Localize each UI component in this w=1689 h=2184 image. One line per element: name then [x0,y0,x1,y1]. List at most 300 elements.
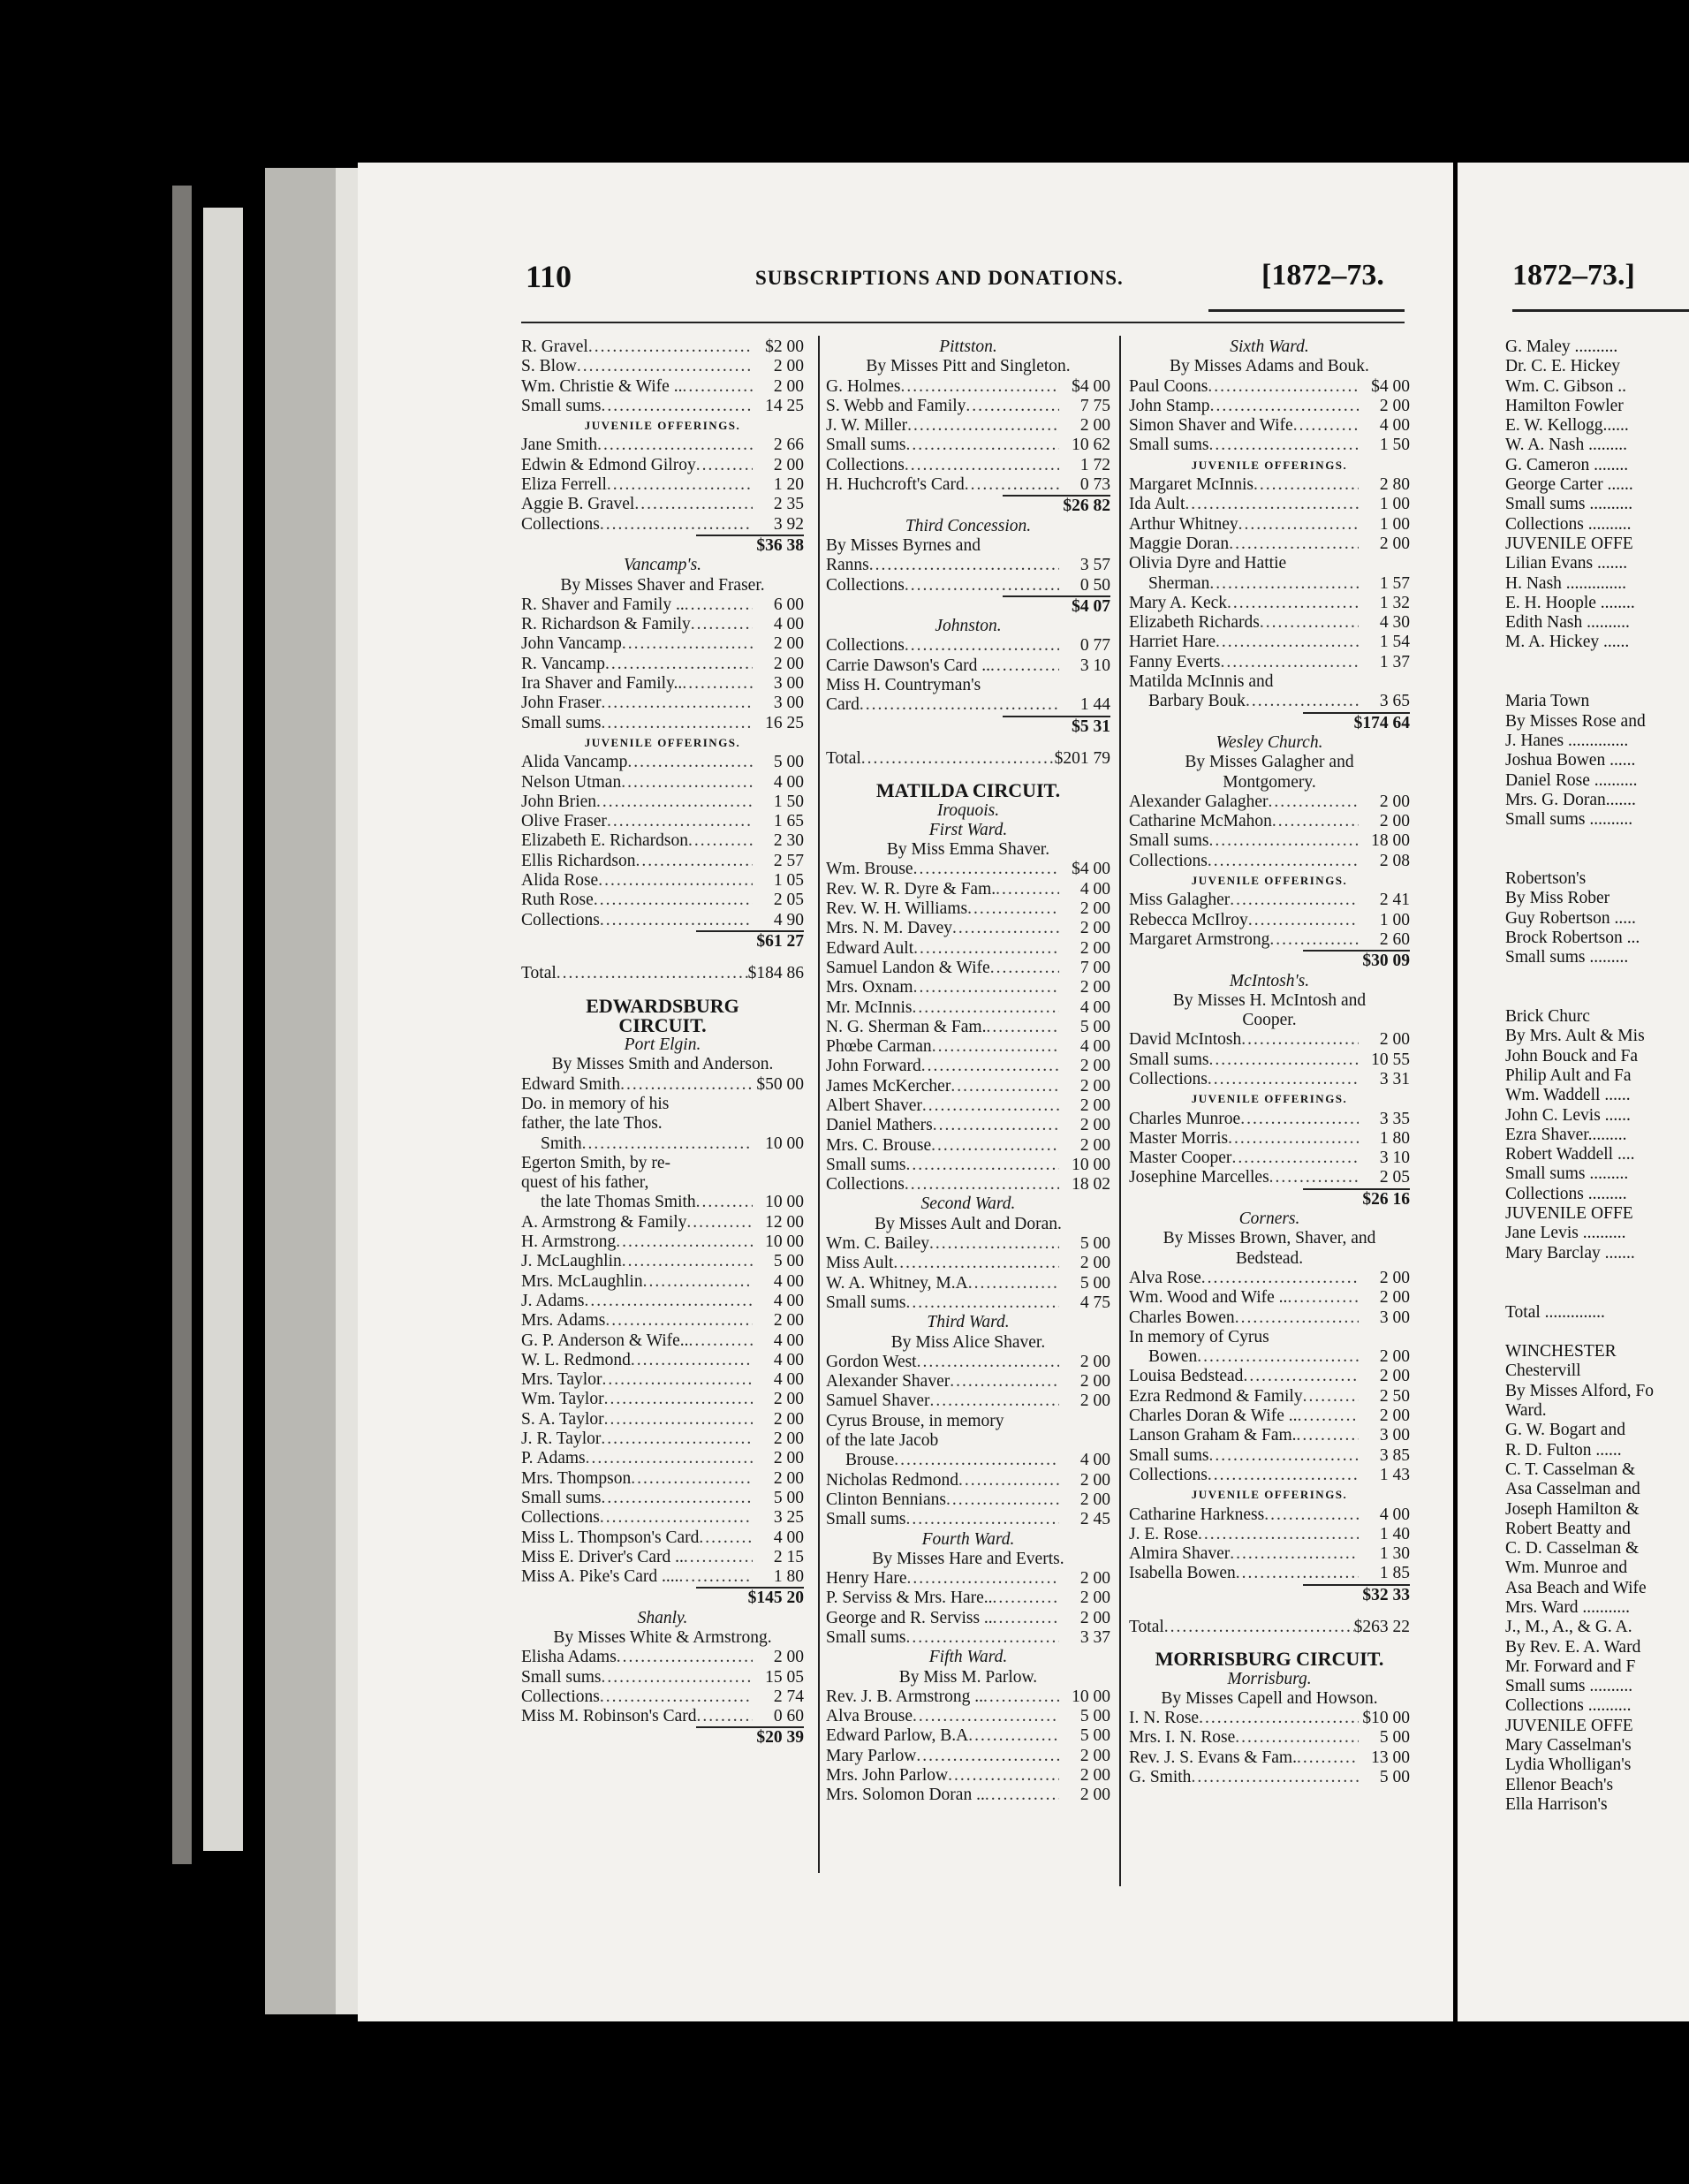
amount: 5 00 [1379,1728,1410,1748]
entry-row [826,1766,1110,1786]
amount: 2 00 [1379,812,1410,831]
entry-row [1129,653,1410,672]
donor-name: Maggie Doran [1129,534,1230,553]
section-heading: First Ward. [928,820,1008,839]
entry-row [826,695,1110,715]
amount: 1 50 [1379,436,1410,455]
donor-name: H. Armstrong [521,1232,617,1252]
facing-line: Wm. Waddell ...... [1505,1086,1631,1105]
entry-row [521,1232,804,1252]
donor-name: Olive Fraser [521,812,607,831]
amount: 1 37 [1379,652,1410,671]
leader-dots [907,416,1059,436]
facing-header-rule [1512,309,1689,312]
donor-name: Mrs. Oxnam [826,978,913,997]
facing-line: Chestervill [1505,1361,1581,1381]
donor-name: Miss Ault [826,1254,894,1273]
leader-dots [1208,831,1359,851]
leader-dots [1230,891,1359,910]
collectors-line: By Misses White & Armstrong. [553,1628,772,1647]
amount: 2 00 [1079,1589,1110,1608]
donor-name: John Brien [521,792,597,811]
collectors-line: By Misses Capell and Howson. [1161,1688,1378,1708]
facing-line: Jane Levis .......... [1505,1224,1626,1243]
amount: 14 25 [765,396,804,415]
leader-dots [905,456,1059,475]
amount: 2 00 [1079,1392,1110,1411]
leader-dots [689,1331,753,1351]
entry-row [826,636,1110,656]
amount: 2 00 [773,1409,804,1429]
leader-dots [965,475,1059,495]
entry-row [521,831,804,851]
leader-dots [682,377,753,397]
leader-dots [917,1353,1059,1372]
donor-name: Mrs. N. M. Davey [826,919,952,938]
entry-row [826,1589,1110,1608]
amount: 2 00 [1079,1116,1110,1135]
entry-row [1129,911,1410,930]
leader-dots [985,1786,1059,1805]
leader-dots [605,1311,753,1331]
donor-name: W. L. Redmond [521,1350,631,1369]
page-number: 110 [526,259,572,294]
donor-name: R. Richardson & Family [521,615,691,634]
amount: 2 05 [1379,1168,1410,1187]
leader-dots [1272,812,1359,831]
subtotal: $30 09 [1303,950,1410,971]
page-edge [336,168,358,2014]
donor-name: Samuel Shaver [826,1392,930,1411]
leader-dots [601,397,753,416]
entry-row [826,377,1110,397]
entry-row [1129,1564,1410,1583]
donor-name: Charles Doran & Wife .. [1129,1407,1298,1426]
amount: 3 25 [773,1508,804,1528]
donor-name: J. W. Miller [826,416,908,436]
leader-dots [598,871,753,891]
donor-name: Total [826,748,861,768]
entry-row [826,1628,1110,1648]
leader-dots [1229,535,1359,554]
entry-row [1129,1168,1410,1187]
leader-dots [557,964,748,983]
leader-dots [627,753,753,772]
amount: 18 00 [1371,831,1410,851]
leader-dots [622,634,753,654]
leader-dots [931,1136,1059,1156]
collectors-line: By Misses Hare and Everts. [872,1549,1064,1568]
facing-line: Dr. C. E. Hickey [1505,357,1620,376]
donor-name: Ellis Richardson [521,851,636,870]
amount: 4 00 [1079,879,1110,899]
entry-row [826,1096,1110,1116]
entry-row [826,576,1110,595]
amount: 1 05 [773,871,804,891]
amount: 1 72 [1079,455,1110,474]
leader-dots [1191,1768,1359,1787]
leader-dots [1241,1030,1359,1050]
amount: 1 44 [1079,695,1110,715]
amount: 2 15 [773,1547,804,1566]
amount: 2 00 [773,455,804,474]
circuit-heading: MORRISBURG CIRCUIT. [1155,1648,1384,1671]
amount: 2 00 [773,634,804,654]
donor-name: Alida Rose [521,871,599,891]
amount: 2 00 [1079,919,1110,938]
entry-row [521,1648,804,1667]
amount: 3 31 [1379,1069,1410,1088]
entry-row [826,939,1110,959]
entry-row [521,911,804,930]
donor-name: Collections [1129,1069,1208,1088]
leader-dots [1248,911,1359,930]
amount: 4 00 [773,1271,804,1291]
entry-row [826,475,1110,495]
facing-line: Hamilton Fowler [1505,396,1624,415]
amount: 4 00 [773,615,804,634]
amount: 2 00 [1079,1569,1110,1589]
leader-dots [685,595,753,615]
entry-row [521,674,804,694]
leader-dots [905,636,1059,656]
amount: 2 00 [1079,899,1110,919]
leader-dots [905,1175,1059,1194]
leader-dots [922,1096,1059,1116]
donor-name: I. N. Rose [1129,1709,1200,1728]
amount: 1 00 [1379,910,1410,929]
facing-line: H. Nash .............. [1505,573,1627,593]
entry-row [521,1429,804,1449]
leader-dots [913,939,1059,959]
leader-dots [869,556,1059,575]
facing-line: Small sums .......... [1505,810,1633,830]
leader-dots [958,1471,1059,1490]
amount: 2 00 [1379,1367,1410,1386]
amount: 13 00 [1371,1748,1410,1767]
facing-page-column [1505,337,1689,1815]
leader-dots [1208,1446,1359,1466]
entry-row [826,919,1110,938]
amount: 4 00 [773,1370,804,1390]
amount: 3 85 [1379,1445,1410,1465]
facing-line: JUVENILE OFFE [1505,534,1633,553]
leader-dots [861,749,1055,769]
amount: 4 00 [1079,1451,1110,1470]
circuit-heading: EDWARDSBURG [586,994,739,1017]
juvenile-offerings-heading: JUVENILE OFFERINGS. [1191,1488,1348,1502]
amount: 1 30 [1379,1544,1410,1564]
entry-text: Miss H. Countryman's [826,676,981,695]
entry-row [1129,613,1410,633]
donor-name: J. Adams [521,1291,585,1310]
leader-dots [1209,574,1359,594]
entry-row [521,495,804,514]
amount: 1 85 [1379,1564,1410,1583]
entry-row [1129,1426,1410,1445]
leader-dots [993,1589,1060,1608]
amount: 7 00 [1079,958,1110,977]
facing-line: Wm. Munroe and [1505,1558,1628,1578]
entry-row [826,860,1110,879]
donor-name: Margaret McInnis [1129,475,1253,495]
entry-row [521,1252,804,1271]
amount: 1 57 [1379,573,1410,593]
amount: 2 00 [1079,1135,1110,1155]
leader-dots [601,1489,753,1508]
entry-row [1129,515,1410,535]
leader-dots [1264,1505,1359,1525]
facing-line: E. H. Hoople ........ [1505,593,1635,612]
entry-row [826,1037,1110,1057]
section-heading: Fifth Ward. [928,1648,1008,1667]
leader-dots [582,1134,753,1154]
binding-edge [172,186,192,1864]
facing-line: JUVENILE OFFE [1505,1716,1633,1735]
donor-name: Elizabeth Richards [1129,613,1260,633]
leader-dots [586,1449,753,1468]
leader-dots [1208,377,1359,397]
amount: $4 00 [1072,376,1110,396]
amount: 2 66 [773,436,804,455]
entry-row [1129,1050,1410,1070]
entry-text: In memory of Cyrus [1129,1327,1269,1346]
leader-dots [932,1037,1059,1057]
leader-dots [684,1548,753,1567]
facing-line: Small sums ......... [1505,1164,1629,1184]
amount: 2 00 [1079,1352,1110,1371]
donor-name: Mary A. Keck [1129,593,1228,612]
amount: 1 20 [773,475,804,495]
section-heading: Vancamp's. [623,556,702,575]
section-heading: McIntosh's. [1229,971,1310,990]
amount: 2 00 [773,1468,804,1488]
leader-dots [1240,1110,1359,1129]
amount: 3 00 [1379,1308,1410,1327]
donor-name: G. Holmes [826,376,901,396]
donor-name: Alexander Galagher [1129,792,1269,811]
entry-row [521,1508,804,1528]
leader-dots [1303,1387,1359,1407]
amount: 4 00 [773,772,804,792]
facing-line [1505,830,1689,849]
amount: $184 86 [747,964,804,983]
entry-row [1129,1308,1410,1328]
entry-row [521,694,804,713]
donor-name: Rebecca McIlroy [1129,910,1248,929]
donor-name: Rev. W. R. Dyre & Fam. [826,879,996,899]
entry-row [521,456,804,475]
leader-dots [1199,1709,1359,1728]
donor-name: Total [1129,1618,1164,1636]
leader-dots [622,1252,753,1271]
subtotal: $36 38 [696,535,804,556]
entry-row [1129,1129,1410,1149]
facing-line: E. W. Kellogg...... [1505,416,1629,436]
amount: $201 79 [1054,748,1110,768]
collectors-line: By Misses Smith and Anderson. [551,1055,774,1074]
collectors-line: By Miss M. Parlow. [898,1667,1038,1687]
amount: 4 00 [1079,997,1110,1017]
collectors-line: By Misses Shaver and Fraser. [560,575,765,595]
donor-name: Samuel Landon & Wife [826,958,990,977]
facing-line: Lilian Evans ....... [1505,554,1628,573]
entry-row [826,1018,1110,1037]
entry-row [1129,1525,1410,1544]
entry-text: Do. in memory of his [521,1094,670,1113]
donor-name: James McKercher [826,1076,951,1096]
amount: 5 00 [1079,1234,1110,1254]
donor-name: R. Shaver and Family .. [521,595,685,614]
donor-name: Paul Coons [1129,376,1208,396]
leader-dots [697,1707,753,1726]
subtotal: $4 07 [1003,595,1110,617]
entry-row [826,1569,1110,1589]
donor-name: Master Morris [1129,1128,1229,1148]
section-heading: Second Ward. [920,1194,1016,1214]
leader-dots [1208,1466,1359,1485]
subtotal: $145 20 [696,1587,804,1608]
facing-line: Maria Town [1505,692,1590,711]
donor-name: Henry Hare [826,1569,907,1589]
amount: 3 35 [1379,1109,1410,1128]
entry-row [1129,475,1410,495]
facing-line: Mrs. Ward ........... [1505,1598,1631,1617]
amount: 2 00 [1379,396,1410,415]
leader-dots [1208,1050,1359,1070]
entry-row [521,714,804,733]
collectors-line: Montgomery. [1223,772,1316,792]
entry-row [826,1707,1110,1726]
entry-row [521,1390,804,1409]
leader-dots [913,860,1059,879]
amount: 2 00 [773,1449,804,1468]
leader-dots [585,1292,753,1311]
amount: 2 00 [773,357,804,376]
donor-name: Mrs. Solomon Doran .. [826,1786,985,1805]
leader-dots [1197,1347,1359,1367]
column-3 [1129,337,1410,1787]
amount: 5 00 [773,753,804,772]
entry-row [521,397,804,416]
facing-line: Collections .......... [1505,514,1632,534]
amount: 2 00 [1079,1608,1110,1627]
amount: 1 43 [1379,1465,1410,1484]
donor-name: Gordon West [826,1352,917,1371]
entry-row [521,1134,804,1154]
donor-name: Harriet Hare [1129,633,1216,652]
facing-line: J. Hanes .............. [1505,731,1629,750]
facing-line [1505,1263,1689,1283]
donor-name: Mrs. I. N. Rose [1129,1728,1236,1748]
collectors-line: By Misses H. McIntosh and [1172,990,1367,1010]
amount: 2 00 [1079,1746,1110,1765]
donor-name: Josephine Marcelles [1129,1168,1269,1187]
donor-name: Small sums [1129,436,1209,455]
collectors-line: By Misses Ault and Doran. [875,1214,1062,1233]
entry-row [521,634,804,654]
amount: 15 05 [765,1667,804,1687]
entry-row [521,964,804,983]
running-title: SUBSCRIPTIONS AND DONATIONS. [755,267,1124,289]
donor-name: Sherman [1148,573,1210,593]
entry-row [1129,1407,1410,1426]
page-edge-stack [203,208,243,1851]
donor-name: G. Smith [1129,1768,1192,1787]
amount: 2 00 [1079,1766,1110,1786]
entry-row [826,436,1110,455]
entry-row [826,1156,1110,1175]
leader-dots [1220,653,1359,672]
amount: 2 00 [1379,1030,1410,1050]
entry-row [521,1528,804,1548]
amount: 10 62 [1072,436,1110,455]
amount: 2 00 [773,1390,804,1409]
facing-line: Ellenor Beach's [1505,1775,1614,1794]
amount: 2 50 [1379,1386,1410,1406]
donor-name: Small sums [521,713,602,732]
leader-dots [860,695,1059,715]
entry-row [521,1548,804,1567]
donor-name: J. McLaughlin [521,1252,622,1271]
leader-dots [968,1274,1059,1293]
donor-name: Collections [826,575,905,595]
entry-row [1129,1387,1410,1407]
facing-line: G. Maley .......... [1505,337,1618,356]
donor-name: Ida Ault [1129,495,1185,514]
facing-line: Wm. C. Gibson .. [1505,376,1627,396]
leader-dots [948,1766,1059,1786]
facing-line: Brick Churc [1505,1007,1590,1027]
entry-row [826,1687,1110,1707]
leader-dots [1228,1129,1359,1149]
entry-row [1129,436,1410,455]
entry-row [826,1136,1110,1156]
entry-row [521,615,804,634]
collectors-line: By Misses Adams and Bouk. [1170,357,1369,376]
leader-dots [1243,1367,1359,1386]
entry-text: father, the late Thos. [521,1114,663,1134]
leader-dots [993,1609,1059,1628]
amount: 4 30 [1379,613,1410,633]
facing-line: Philip Ault and Fa [1505,1065,1632,1085]
donor-name: Miss M. Robinson's Card [521,1707,697,1726]
entry-row [826,899,1110,919]
facing-line [1505,968,1689,988]
facing-line: Collections ......... [1505,1184,1627,1203]
donor-name: Edward Parlow, B.A [826,1726,969,1746]
entry-row [521,1331,804,1351]
entry-row [521,475,804,495]
amount: 4 00 [1379,1505,1410,1524]
amount: 5 00 [1379,1768,1410,1787]
entry-row [521,1292,804,1311]
amount: 2 00 [1079,1076,1110,1096]
leader-dots [1231,1149,1359,1168]
donor-name: Collections [826,636,905,656]
donor-name: Small sums [1129,1445,1209,1465]
entry-row [1129,574,1410,594]
leader-dots [1210,397,1359,416]
amount: $2 00 [765,337,804,356]
leader-dots [905,576,1059,595]
donor-name: Alida Vancamp [521,753,628,772]
entry-row [521,1687,804,1707]
facing-line: John C. Levis ...... [1505,1105,1631,1125]
entry-row [521,377,804,397]
amount: 5 00 [773,1488,804,1507]
facing-line: Joseph Hamilton & [1505,1499,1640,1519]
